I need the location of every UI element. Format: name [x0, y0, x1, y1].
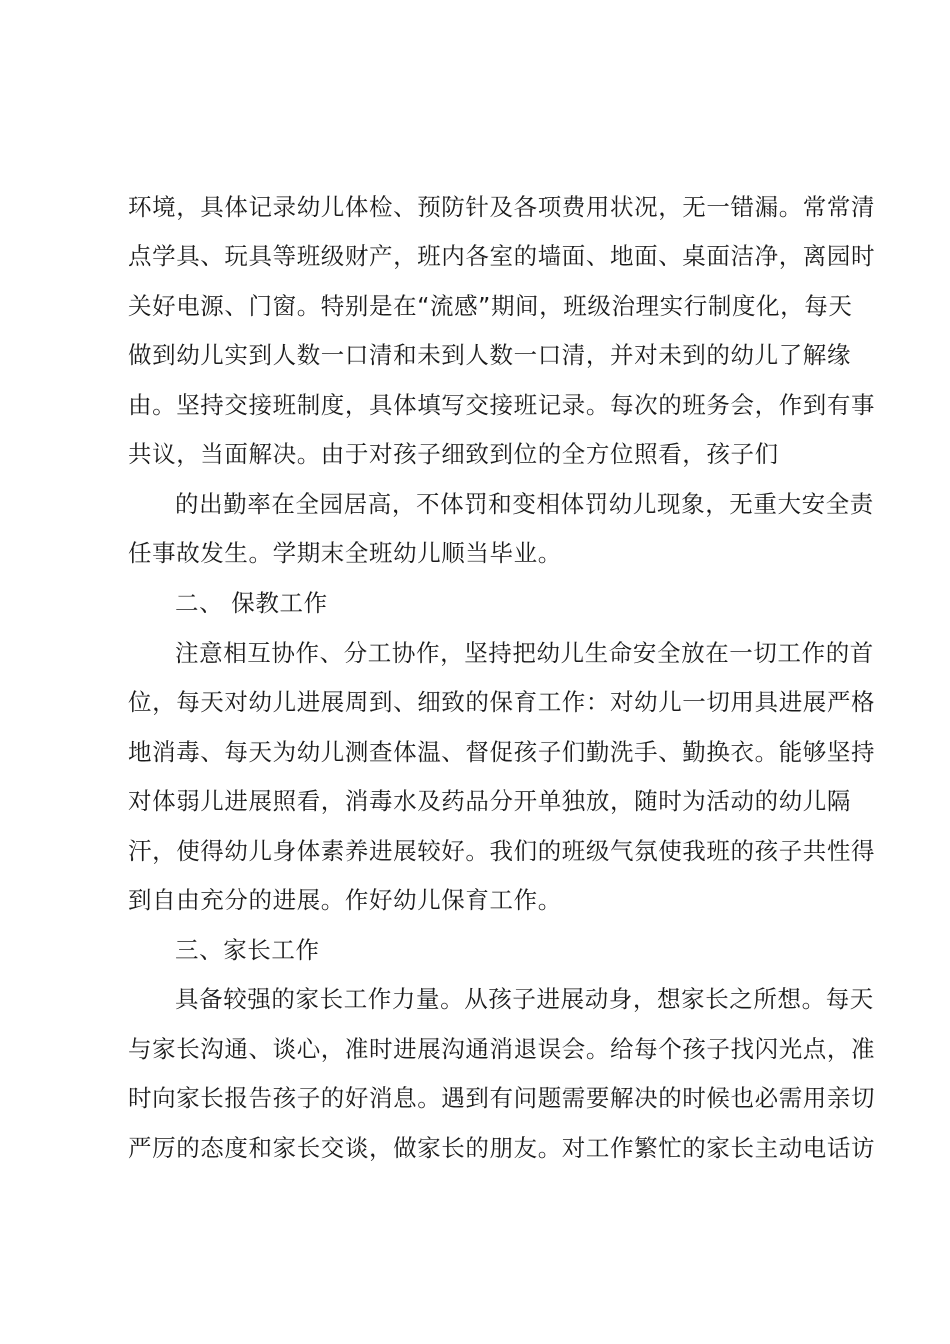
text-line: 关好电源、门窗。特别是在“流感”期间，班级治理实行制度化，每天 — [128, 292, 853, 320]
text-line: 点学具、玩具等班级财产，班内各室的墙面、地面、桌面洁净，离园时 — [128, 242, 876, 270]
text-line: 任事故发生。学期末全班幼儿顺当毕业。 — [128, 539, 562, 567]
text-line: 地消毒、每天为幼儿测查体温、督促孩子们勤洗手、勤换衣。能够坚持 — [128, 738, 876, 766]
text-line: 对体弱儿进展照看，消毒水及药品分开单独放，随时为活动的幼儿隔 — [128, 787, 851, 815]
text-line: 做到幼儿实到人数一口清和未到人数一口清，并对未到的幼儿了解缘 — [128, 341, 851, 369]
section-heading-3: 三、家长工作 — [175, 936, 320, 964]
section-heading-2: 二、 保教工作 — [175, 589, 328, 617]
paragraph-start-line: 具备较强的家长工作力量。从孩子进展动身，想家长之所想。每天 — [175, 985, 874, 1013]
text-line: 与家长沟通、谈心，准时进展沟通消退误会。给每个孩子找闪光点，准 — [128, 1035, 876, 1063]
paragraph-continuation-line: 的出勤率在全园居高，不体罚和变相体罚幼儿现象，无重大安全责 — [175, 490, 874, 518]
text-line: 时向家长报告孩子的好消息。遇到有问题需要解决的时候也必需用亲切 — [128, 1084, 876, 1112]
text-line: 严厉的态度和家长交谈，做家长的朋友。对工作繁忙的家长主动电话访 — [128, 1134, 876, 1162]
paragraph-start-line: 注意相互协作、分工协作，坚持把幼儿生命安全放在一切工作的首 — [175, 639, 874, 667]
text-line: 环境，具体记录幼儿体检、预防针及各项费用状况，无一错漏。常常清 — [128, 193, 876, 221]
text-line: 位，每天对幼儿进展周到、细致的保育工作：对幼儿一切用具进展严格 — [128, 688, 876, 716]
text-line: 汗，使得幼儿身体素养进展较好。我们的班级气氛使我班的孩子共性得 — [128, 837, 876, 865]
text-line: 共议，当面解决。由于对孩子细致到位的全方位照看，孩子们 — [128, 440, 779, 468]
text-line: 到自由充分的进展。作好幼儿保育工作。 — [128, 886, 562, 914]
text-line: 由。坚持交接班制度，具体填写交接班记录。每次的班务会，作到有事 — [128, 391, 876, 419]
